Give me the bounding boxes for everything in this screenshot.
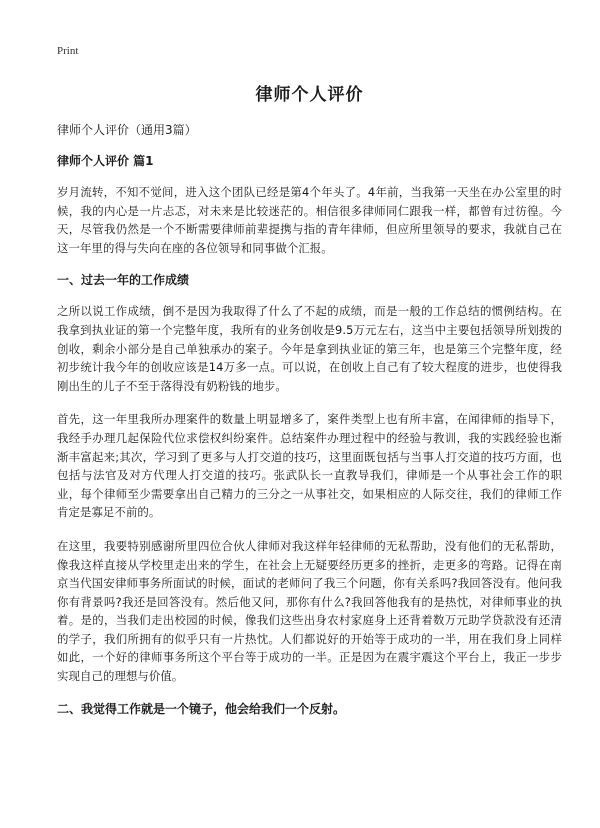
intro-paragraph: 岁月流转，不知不觉间，进入这个团队已经是第4个年头了。4年前，当我第一天坐在办公室里的时候，我的内心是一片忐忑，对未来是比较迷茫的。相信很多律师同仁跟我一样，都曾有过彷徨。今天，尽管我仍然是一个不断需要律师前辈提携与指的青年律师，但应所里领导的要求，我就自己在这一年里的得与失向在座的各位领导和同事做个汇报。 xyxy=(57,185,562,255)
achievement-paragraph-2: 首先，这一年里我所办理案件的数量上明显增多了，案件类型上也有所丰富，在闻律师的指导下，我经手办理几起保险代位求偿权纠纷案件。总结案件办理过程中的经验与教训，我的实践经验也渐渐丰富起来;其次，学习到了更多与人打交道的技巧，这里面既包括与当事人打交道的技巧方面，也包括与法官及对方代理人打交道的技巧。张武队长一直教导我们，律师是一个从事社会工作的职业，每个律师至少需要拿出自己精力的三分之一从事社交，如果相应的人际交往，我们的律师工作肯定是寡足不前的。 xyxy=(57,412,562,520)
section-heading-mirror: 二、我觉得工作就是一个镜子，他会给我们一个反射。 xyxy=(57,701,346,716)
page-title: 律师个人评价 xyxy=(255,85,364,105)
chapter-heading: 律师个人评价 篇1 xyxy=(57,154,154,168)
achievement-paragraph-3: 在这里，我要特别感谢所里四位合伙人律师对我这样年轻律师的无私帮助，没有他们的无私帮助，像我这样直接从学校里走出来的学生，在社会上无疑要经历更多的挫折，走更多的弯路。记得在南京当代国安律师事务所面试的时候，面试的老师问了我三个问题，你有关系吗?我回答没有。他问我你有背景吗?我还是回答没有。然后他又问，那你有什么?我回答他我有的是热忱，对律师事业的执着。是的，当我们走出校园的时候，像我们这些出身农村家庭身上还背着数万元助学贷款没有还清的学子，我们所拥有的似乎只有一片热忱。人们都说好的开始等于成功的一半，用在我们身上同样如此，一个好的律师事务所这个平台等于成功的一半。正是因为在震宇震这个平台上，我正一步步实现自己的理想与价值。 xyxy=(57,538,562,684)
document-subtitle: 律师个人评价（通用3篇） xyxy=(57,123,197,137)
print-link[interactable]: Print xyxy=(57,45,79,57)
achievement-paragraph-1: 之所以说工作成绩，倒不是因为我取得了什么了不起的成绩，而是一般的工作总结的惯例结构。在我拿到执业证的第一个完整年度，我所有的业务创收是9.5万元左右，这当中主要包括领导所划拨的创收，剩余小部分是自己单独承办的案子。今年是拿到执业证的第三年，也是第三个完整年度，经初步统计我今年的创收应该是14万多一点。可以说，在创收上自己有了较大程度的进步，也使得我刚出生的儿子不至于落得没有奶粉钱的地步。 xyxy=(57,304,562,393)
section-heading-achievements: 一、过去一年的工作成绩 xyxy=(57,273,190,288)
